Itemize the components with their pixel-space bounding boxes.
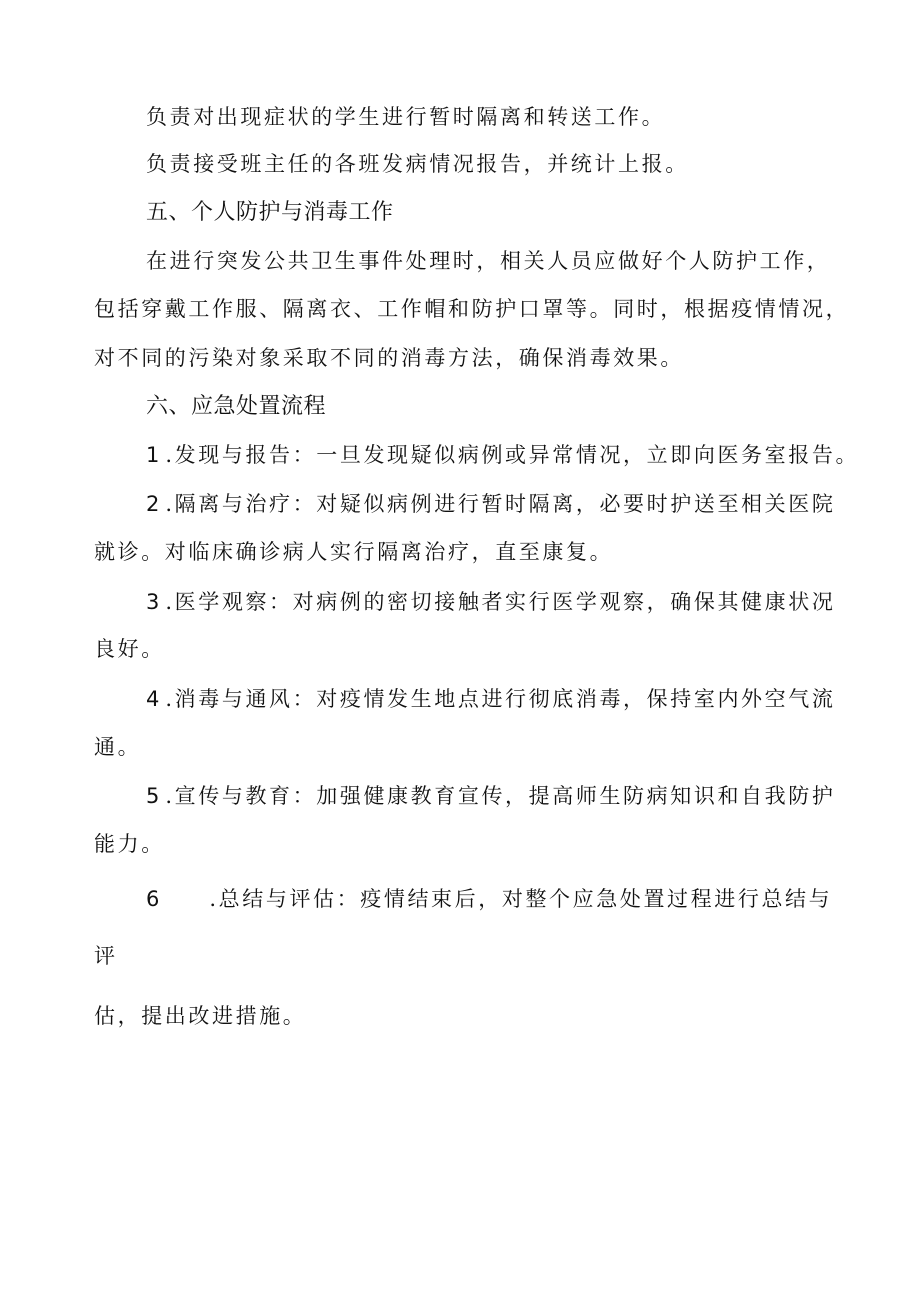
item-number: 5 xyxy=(146,784,160,808)
protection-paragraph-line: 在进行突发公共卫生事件处理时，相关人员应做好个人防护工作， xyxy=(146,249,831,273)
procedure-item-3 xyxy=(146,587,835,617)
section-heading-procedure: 六、应急处置流程 xyxy=(146,394,327,419)
procedure-item-6-continuation: 评 xyxy=(94,944,118,968)
procedure-item-2 xyxy=(146,489,835,519)
item-number: 1 xyxy=(146,443,160,467)
procedure-item-5 xyxy=(146,781,835,811)
item-number: 4 xyxy=(146,687,160,711)
procedure-item-5-continuation: 能力。 xyxy=(94,832,165,856)
procedure-item-4-continuation: 通。 xyxy=(94,735,142,759)
item-text: .宣传与教育：加强健康教育宣传，提高师生防病知识和自我防护 xyxy=(165,784,836,808)
item-text: .医学观察：对病例的密切接触者实行医学观察，确保其健康状况 xyxy=(165,590,836,614)
item-text: .隔离与治疗：对疑似病例进行暂时隔离，必要时护送至相关医院 xyxy=(165,492,836,516)
procedure-item-6 xyxy=(146,884,832,914)
protection-paragraph-line: 对不同的污染对象采取不同的消毒方法，确保消毒效果。 xyxy=(94,346,684,370)
item-number: 6 xyxy=(146,887,160,911)
item-text: .消毒与通风：对疫情发生地点进行彻底消毒，保持室内外空气流 xyxy=(165,687,836,711)
item-text: .总结与评估：疫情结束后，对整个应急处置过程进行总结与 xyxy=(209,887,833,911)
procedure-item-3-continuation: 良好。 xyxy=(94,637,165,661)
item-number: 2 xyxy=(146,492,160,516)
procedure-item-1 xyxy=(146,440,859,470)
procedure-item-6-continuation: 估，提出改进措施。 xyxy=(94,1004,307,1028)
paragraph-isolation-duty: 负责对出现症状的学生进行暂时隔离和转送工作。 xyxy=(146,105,666,129)
item-number: 3 xyxy=(146,590,160,614)
section-heading-protection: 五、个人防护与消毒工作 xyxy=(146,200,394,225)
item-text: .发现与报告：一旦发现疑似病例或异常情况，立即向医务室报告。 xyxy=(165,443,860,467)
procedure-item-4 xyxy=(146,684,835,714)
procedure-item-2-continuation: 就诊。对临床确诊病人实行隔离治疗，直至康复。 xyxy=(94,540,614,564)
paragraph-report-duty: 负责接受班主任的各班发病情况报告，并统计上报。 xyxy=(146,152,689,176)
protection-paragraph-line: 包括穿戴工作服、隔离衣、工作帽和防护口罩等。同时，根据疫情情况， xyxy=(94,297,850,321)
